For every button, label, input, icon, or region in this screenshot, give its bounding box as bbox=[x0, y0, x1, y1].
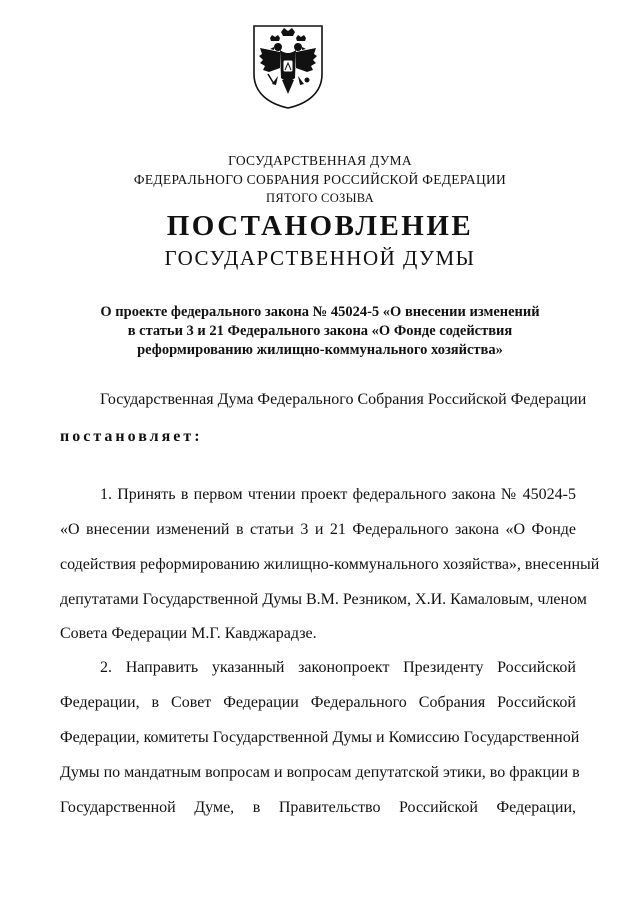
paragraph-2-line: Федерации, комитеты Государственной Думы и Комиссию Государственной bbox=[60, 729, 580, 746]
org-name-line-2: ФЕДЕРАЛЬНОГО СОБРАНИЯ РОССИЙСКОЙ ФЕДЕРАЦИИ bbox=[133, 172, 507, 187]
paragraph-2-line: 2. Направить указанный законопроект Президенту Российской bbox=[100, 659, 576, 676]
paragraph-2-line: Федерации, в Совет Федерации Федерального Собрания Российской bbox=[60, 694, 576, 711]
paragraph-1-line: депутатами Государственной Думы В.М. Резником, Х.И. Камаловым, членом bbox=[60, 591, 587, 608]
paragraph-1-line: «О внесении изменений в статьи 3 и 21 Федерального закона «О Фонде bbox=[60, 521, 576, 538]
document-issuer: ГОСУДАРСТВЕННОЙ ДУМЫ bbox=[164, 246, 476, 270]
subject-line-1: О проекте федерального закона № 45024-5 «О внесении изменений bbox=[100, 304, 540, 320]
paragraph-1-line: Совета Федерации М.Г. Кавджарадзе. bbox=[60, 625, 317, 642]
convocation-line: ПЯТОГО СОЗЫВА bbox=[266, 191, 374, 205]
subject-line-3: реформированию жилищно-коммунального хозяйства» bbox=[137, 342, 503, 358]
paragraph-1-line: содействия реформированию жилищно-коммунального хозяйства», внесенный bbox=[60, 556, 600, 573]
paragraph-2-line: Думы по мандатным вопросам и вопросам депутатской этики, во фракции в bbox=[60, 764, 580, 781]
paragraph-2-line: Государственной Думе, в Правительство Российской Федерации, bbox=[60, 799, 576, 816]
state-emblem-icon bbox=[250, 22, 326, 110]
paragraph-1-line: 1. Принять в первом чтении проект федерального закона № 45024-5 bbox=[100, 486, 576, 503]
preamble-text: Государственная Дума Федерального Собрания Российской Федерации bbox=[100, 391, 587, 408]
document-type-title: ПОСТАНОВЛЕНИЕ bbox=[166, 210, 474, 242]
decides-label: постановляет: bbox=[60, 428, 203, 445]
org-name-line-1: ГОСУДАРСТВЕННАЯ ДУМА bbox=[228, 153, 412, 168]
subject-line-2: в статьи 3 и 21 Федерального закона «О Фонде содействия bbox=[127, 323, 513, 339]
